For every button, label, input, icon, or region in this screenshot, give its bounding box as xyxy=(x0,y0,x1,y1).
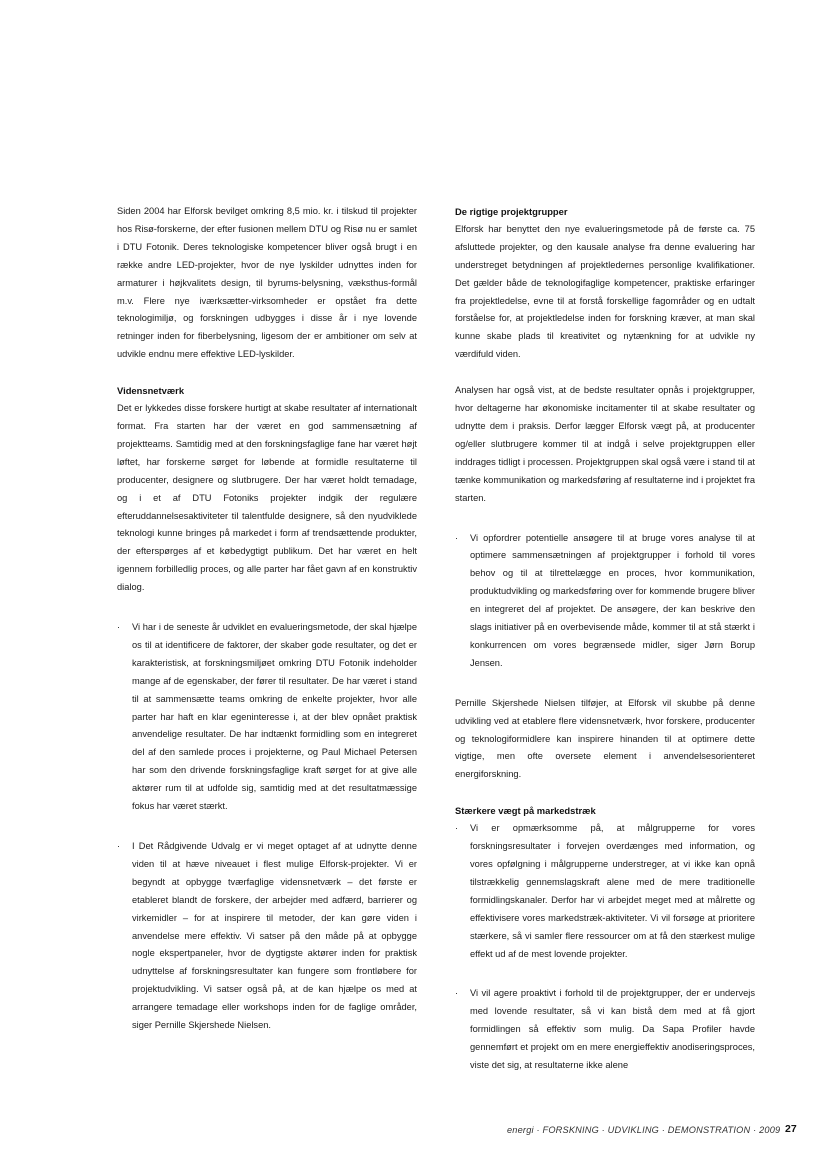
bullet-dot: · xyxy=(117,841,121,851)
bullet-proaktiv xyxy=(455,985,755,1075)
bullet-raadgivende-udvalg xyxy=(117,838,417,1035)
bullet-opfordring xyxy=(455,530,755,673)
bullet-dot: · xyxy=(455,532,459,543)
bullet-dot: · xyxy=(455,988,459,999)
bullet-text: I Det Rådgivende Udvalg er vi meget optaget af at udnytte denne viden til at hæve niveauet i flest mulige Elforsk-projekter. Vi er begyndt at opbygge tværfaglige vidensnetværk – det første er etableret blandt de forskere, der arbejder med adfærd, barrierer og virkemidler – for at inspirere til metoder, der kan gøre viden i anvendelse mere effektiv. Vi satser på den måde på at opbygge nogle ekspertpaneler, hvor de dygtigste aktører inden for praktisk udnyttelse af forskningsresultater kan fungere som frontløbere for projektudvikling. Vi satser også på, at de kan hjælpe os med at arrangere temadage eller workshops inden for de faglige områder, siger Pernille Skjershede Nielsen. xyxy=(132,841,417,1031)
intro-paragraph: Siden 2004 har Elforsk bevilget omkring 8,5 mio. kr. i tilskud til projekter hos Risø-forskerne, der efter fusionen mellem DTU og Risø nu er samlet i DTU Fotonik. Deres teknologiske kompetencer bliver også brugt i en række andre LED-projekter, hvor de nye lyskilder udnyttes inden for armaturer i højkvalitets design, til byrums-belysning, væksthus-formål m.v. Flere nye iværksætter-virksomheder er opstået fra dette teknologimiljø, og forskningen udbygges i disse år i nye lovende retninger inden for fiberbelysning, ligesom der er ambitioner om selv at udvikle endnu mere effektive LED-lyskilder. xyxy=(117,206,417,360)
bullet-dot: · xyxy=(455,823,459,834)
heading-vidensnetvaerk: Vidensnetværk xyxy=(117,385,185,397)
bullet-text: Vi har i de seneste år udviklet en evalueringsmetode, der skal hjælpe os til at identificere de faktorer, der skaber gode resultater, og det er karakteristisk, at forskningsmiljøet omkring DTU Fotonik indeholder mange af de egenskaber, der fører til resultater. De har været i stand til at sammensætte teams omkring de enkelte projekter, hvor alle parter har haft en klar egeninteresse i, at der blev opnået praktisk anvendelige resultater. De har indtænkt formidling som en integreret del af den samlede proces i projekterne, og Paul Michael Petersen har som den drivende forskningsfaglige kraft sørget for at give alle aktører rum til at udfolde sig, samtidig med at det resultatmæssige fokus har været stærkt. xyxy=(132,622,417,812)
bullet-text: Vi opfordrer potentielle ansøgere til at bruge vores analyse til at optimere sammensætningen af projektgrupper i forhold til vores behov og til at tilrettelægge en proces, hvor kommunikation, produktudvikling og markedsføring over for kommende brugere bliver en integreret del af projektet. De ansøgere, der kan beskrive den slags initiativer på en overbevisende måde, kommer til at stå stærkt i konkurrencen om vores begrænsede midler, siger Jørn Borup Jensen. xyxy=(470,532,755,668)
bullet-text: Vi vil agere proaktivt i forhold til de projektgrupper, der er undervejs med lovende resultater, så vi kan bistå dem med at få gjort formidlingen så effektiv som mulig. Da Sapa Profiler havde gennemført et projekt om en mere energieffektiv anodiseringsproces, viste det sig, at resultaterne ikke alene xyxy=(470,988,755,1071)
heading-markedstraek: Stærkere vægt på markedstræk xyxy=(455,805,596,817)
page-number: 27 xyxy=(785,1123,797,1135)
bullet-evalueringsmetode xyxy=(117,619,417,816)
bullet-maalgrupper xyxy=(455,820,755,963)
projektgrupper-paragraph: Elforsk har benyttet den nye evalueringsmetode på de første ca. 75 afsluttede projekter, og den kausale analyse fra denne evaluering har understreget betydningen af projektledernes personlige kvalifikationer. Det gælder både de teknologifaglige kompetencer, praktiske erfaringer fra projektledelse, evne til at forstå forskellige fagområder og en udtalt forståelse for, at projektledelse inden for forskning kræver, at man skal kunne skabe plads til kreativitet og nytænkning for at udvikle ny værdifuld viden. xyxy=(455,223,755,360)
heading-projektgrupper: De rigtige projektgrupper xyxy=(455,206,568,217)
bullet-dot: · xyxy=(117,622,121,633)
vidensnetvaerk-paragraph: Det er lykkedes disse forskere hurtigt at skabe resultater af internationalt format. Fra starten har der været en god sammensætning af projektteams. Samtidig med at den forskningsfaglige fane har været højt løftet, har forskerne sørget for løbende at formidle resultaterne til producenter, designere og slutbrugere. Der har været holdt temadage, og i et af DTU Fotoniks projekter indgik der regulære efteruddannelsesaktiviteter til talentfulde designere, så den nyudviklede teknologi kunne bringes på markedet i form af trendsættende produkter, der efterspørges af et købedygtigt publikum. Det har været en helt igennem forbilledlig proces, og alle parter har fået gavn af en konstruktiv dialog. xyxy=(117,403,417,593)
left-column xyxy=(117,203,417,1035)
bullet-text: Vi er opmærksomme på, at målgrupperne for vores forskningsresultater i forvejen overdænges med information, og vores opfølgning i målgrupperne understreger, at vi ikke kan opnå tilstrækkelig gennemslagskraft alene med de mere traditionelle formidlingskanaler. Derfor har vi arbejdet meget med at målrette og effektivisere vores markedstræk-aktiviteter. Vi vil forsøge at prioritere stærkere, så vi samler flere ressourcer om at få den stærkest mulige effekt ud af de mest lovende projekter. xyxy=(470,823,755,959)
footer-publication: energi · FORSKNING · UDVIKLING · DEMONSTRATION · 2009 xyxy=(507,1125,781,1135)
right-column xyxy=(455,203,755,1075)
pernille-paragraph: Pernille Skjershede Nielsen tilføjer, at Elforsk vil skubbe på denne udvikling ved at etablere flere vidensnetværk, hvor forskere, producenter og teknologiformidlere kan inspirere hinanden til at optimere dette vigtige, men ofte oversete element i anvendelsesorienteret energiforskning. xyxy=(455,697,755,780)
analysen-paragraph: Analysen har også vist, at de bedste resultater opnås i projektgrupper, hvor deltagerne har økonomiske incitamenter til at skabe resultater og udnytte dem i praksis. Derfor lægger Elforsk vægt på, at producenter og/eller slutbrugere kommer til at indgå i selve projektgruppen eller inddrages tidligt i processen. Projektgruppen skal også være i stand til at tænke kommunikation og markedsføring af resultaterne ind i projektet fra starten. xyxy=(455,385,755,503)
